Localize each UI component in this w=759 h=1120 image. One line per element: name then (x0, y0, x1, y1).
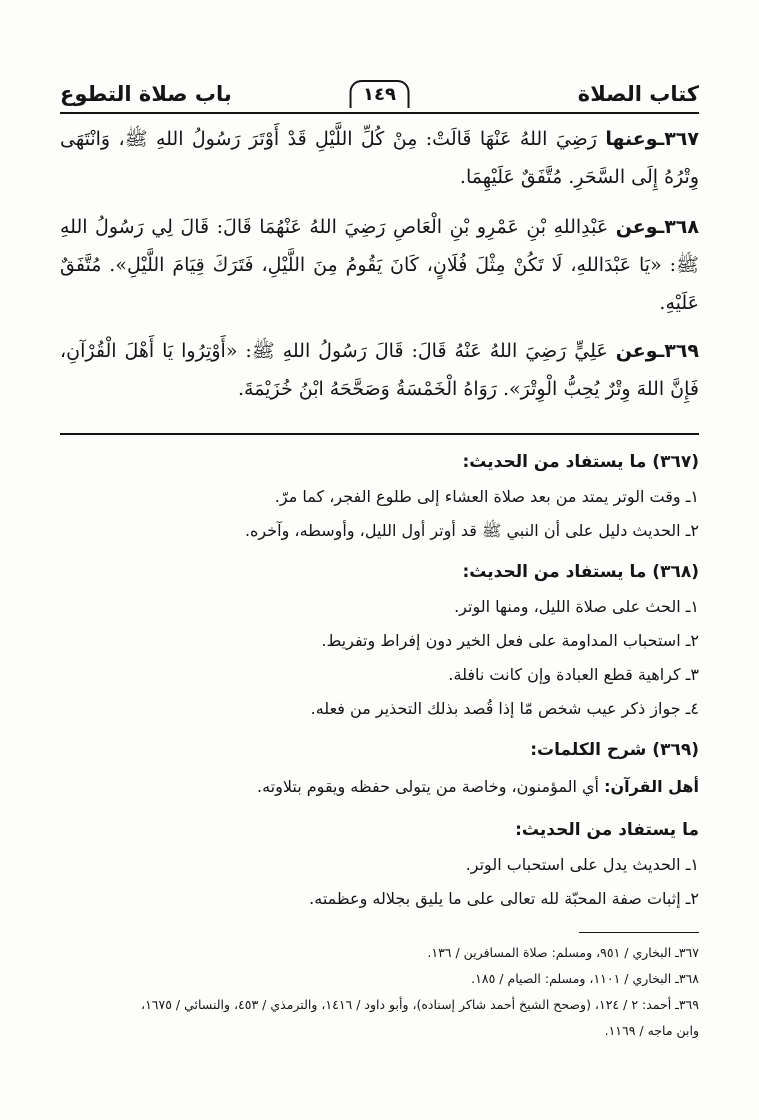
benefit-point: ١ـ الحديث يدل على استحباب الوتر. (465, 855, 699, 874)
hadith-lead: وعن (615, 340, 658, 362)
benefits-heading-368: (٣٦٨) ما يستفاد من الحديث: (462, 562, 699, 582)
hadith-lead: وعن (615, 216, 658, 238)
hadith-text: عَلِيٍّ رَضِيَ اللهُ عَنْهُ قَالَ: قَالَ رَسُولُ اللهِ ﷺ: «أَوْتِرُوا يَا أَهْلَ الْقُرْآنِ، فَإِنَّ اللهَ وِتْرٌ يُحِبُّ الْوِتْرَ». رَوَاهُ الْخَمْسَةُ وَصَحَّحَهُ ابْنُ خُزَيْمَةَ. (60, 340, 699, 400)
commentary (60, 444, 699, 916)
benefit-point: ٢ـ الحديث دليل على أن النبي ﷺ قد أوتر أول الليل، وأوسطه، وآخره. (244, 521, 699, 540)
footnote: ٣٦٩ـ أحمد: ٢ / ١٢٤، (وصحح الشيخ أحمد شاكر إسناده)، وأبو داود / ١٤١٦، والترمذي / ٤٥٣، والنسائي / ١٦٧٥، (141, 997, 699, 1012)
word-definition: أي المؤمنون، وخاصة من يتولى حفظه ويقوم بتلاوته. (257, 777, 605, 796)
benefit-point: ١ـ الحث على صلاة الليل، ومنها الوتر. (454, 597, 699, 616)
header-rule (60, 112, 699, 114)
hadith-number: ٣٦٩ـ (657, 340, 699, 362)
word-explanation (60, 768, 699, 806)
word-explanation-heading-369: (٣٦٩) شرح الكلمات: (530, 740, 699, 760)
benefit-point: ١ـ وقت الوتر يمتد من بعد صلاة العشاء إلى طلوع الفجر، كما مرّ. (274, 487, 699, 506)
benefit-point: ٢ـ استحباب المداومة على فعل الخير دون إفراط وتفريط. (321, 631, 699, 650)
hadith-number: ٣٦٨ـ (657, 216, 699, 238)
footnote-rule (579, 932, 699, 933)
benefit-point: ٣ـ كراهية قطع العبادة وإن كانت نافلة. (448, 665, 699, 684)
hadith-369 (60, 332, 699, 408)
hadith-text: رَضِيَ اللهُ عَنْهَا قَالَتْ: مِنْ كُلِّ اللَّيْلِ قَدْ أَوْتَرَ رَسُولُ اللهِ ﷺ، وَانْتَهَى وِتْرُهُ إِلَى السَّحَرِ. مُتَّفَقٌ عَلَيْهِمَا. (60, 128, 699, 188)
benefit-point: ٢ـ إثبات صفة المحبّة لله تعالى على ما يليق بجلاله وعظمته. (309, 889, 699, 908)
benefit-point: ٤ـ جواز ذكر عيب شخص مّا إذا قُصد بذلك التحذير من فعله. (310, 699, 699, 718)
benefits-heading-369: ما يستفاد من الحديث: (515, 820, 699, 840)
footnote: وابن ماجه / ١١٦٩. (604, 1023, 699, 1038)
explained-word: أهل القرآن: (604, 777, 699, 796)
hadith-368 (60, 208, 699, 322)
footnote: ٣٦٨ـ البخاري / ١١٠١، ومسلم: الصيام / ١٨٥. (471, 971, 699, 986)
footnotes (60, 940, 699, 1044)
page-header (60, 80, 699, 114)
hadith-lead: وعنها (605, 128, 658, 150)
page-number: ١٤٩ (349, 80, 410, 108)
chapter-title: باب صلاة التطوع (60, 82, 232, 106)
book-title: كتاب الصلاة (577, 82, 699, 106)
hadith-text: عَبْدِاللهِ بْنِ عَمْرِو بْنِ الْعَاصِ رَضِيَ اللهُ عَنْهُمَا قَالَ: قَالَ لِي رَسُولُ اللهِ ﷺ: «يَا عَبْدَاللهِ، لَا تَكُنْ مِثْلَ فُلَانٍ، كَانَ يَقُومُ مِنَ اللَّيْلِ، فَتَرَكَ قِيَامَ اللَّيْلِ». مُتَّفَقٌ عَلَيْهِ. (60, 216, 699, 314)
section-divider (60, 433, 699, 435)
footnote: ٣٦٧ـ البخاري / ٩٥١، ومسلم: صلاة المسافرين / ١٣٦. (427, 945, 699, 960)
hadith-number: ٣٦٧ـ (657, 128, 699, 150)
hadith-367 (60, 120, 699, 196)
benefits-heading-367: (٣٦٧) ما يستفاد من الحديث: (462, 452, 699, 472)
